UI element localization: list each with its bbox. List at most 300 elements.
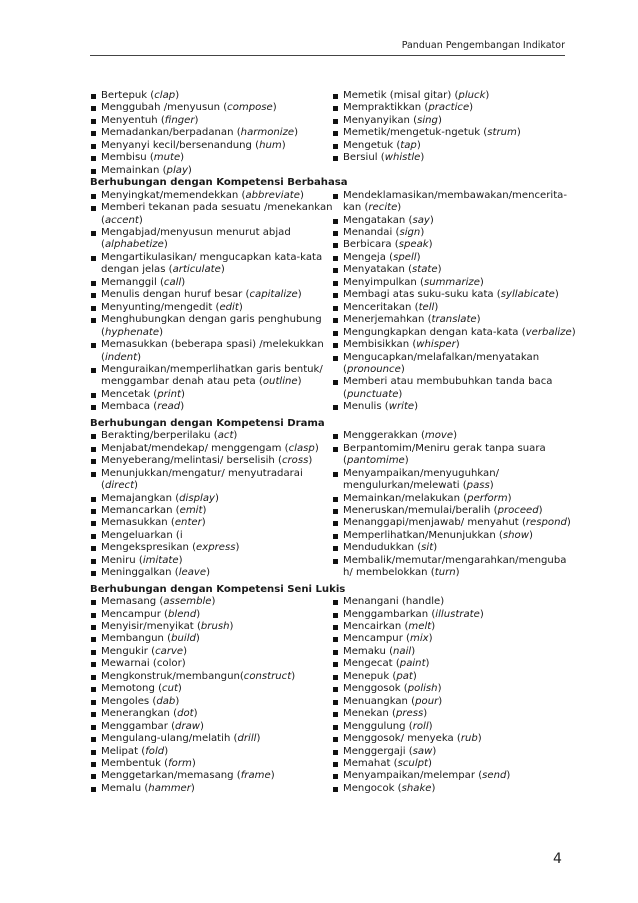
english-term: articulate <box>172 264 221 276</box>
list-item <box>332 443 566 455</box>
english-term: paint <box>399 658 426 670</box>
english-term: summarize <box>423 276 480 288</box>
text-span: Memotong ( <box>101 683 163 695</box>
text-span: ) <box>453 430 458 442</box>
list-item-continuation <box>90 239 322 251</box>
list-item <box>90 596 322 608</box>
text-span: Memancarkan ( <box>101 504 180 516</box>
text-span: ) <box>431 782 436 794</box>
list-item <box>332 289 566 301</box>
list-item <box>90 658 322 670</box>
list-item <box>332 326 576 339</box>
text-span: Menekan ( <box>343 708 396 720</box>
list-item <box>332 708 566 720</box>
list-item <box>332 721 566 733</box>
text-span: ) <box>163 239 168 251</box>
list-item-continuation <box>332 455 566 467</box>
text-span: ) <box>281 139 286 151</box>
text-span: mengulurkan/melewati ( <box>343 480 467 492</box>
text-span: ) <box>400 363 405 375</box>
text-span: Mendudukkan ( <box>343 542 422 554</box>
list-item <box>332 683 566 695</box>
english-term: press <box>395 708 424 720</box>
text-span: Menyampaikan/menyuguhkan/ <box>343 467 500 479</box>
english-term: frame <box>240 770 271 782</box>
blank-line <box>332 177 566 189</box>
text-span: ) <box>420 226 425 238</box>
list-item <box>90 721 322 733</box>
list-item <box>90 633 322 645</box>
section-heading <box>90 417 325 430</box>
text-span: Menjabat/mendekap/ menggengam ( <box>101 442 289 454</box>
text-span: Bersiul ( <box>343 152 385 164</box>
list-item <box>332 430 566 442</box>
list-item <box>90 758 322 770</box>
text-span: ( <box>101 239 105 251</box>
english-term: express <box>196 542 236 554</box>
english-term: recite <box>368 202 398 214</box>
text-span: ) <box>178 554 183 566</box>
list-item <box>332 115 566 127</box>
text-span: Memainkan ( <box>101 164 167 176</box>
text-span: Bertepuk ( <box>101 90 155 101</box>
text-span: ) <box>191 758 196 770</box>
text-span: Menggergaji ( <box>343 745 413 757</box>
list-item <box>332 239 566 251</box>
english-term: brush <box>200 621 230 633</box>
text-span: Memaku ( <box>343 645 394 657</box>
english-term: sign <box>399 226 421 238</box>
list-item-continuation <box>90 264 322 276</box>
list-item <box>332 658 566 670</box>
text-span: ) <box>229 621 234 633</box>
english-term: carve <box>155 645 184 657</box>
list-item <box>332 264 566 276</box>
text-span: Menangani (handle) <box>343 596 445 608</box>
english-term: state <box>412 264 438 276</box>
text-span: Menanggapi/menjawab/ menyahut ( <box>343 517 526 529</box>
text-span: Mengecat ( <box>343 658 400 670</box>
list-item <box>90 493 322 505</box>
english-term: harmonize <box>240 127 295 139</box>
text-span: ) <box>432 745 437 757</box>
text-span: ) <box>428 720 433 732</box>
text-span: Menggerakkan ( <box>343 430 425 442</box>
text-span: Meniru ( <box>101 554 143 566</box>
text-span: ( <box>343 363 347 375</box>
english-term: send <box>482 770 507 782</box>
english-term: perform <box>467 492 508 504</box>
english-term: rub <box>460 733 478 745</box>
english-term: drill <box>237 733 257 745</box>
english-term: tap <box>400 139 417 151</box>
list-item <box>90 567 322 579</box>
list-item <box>90 302 322 314</box>
text-span: ) <box>297 289 302 301</box>
list-item <box>90 190 322 202</box>
text-span: ) <box>180 401 185 413</box>
text-span: ) <box>476 314 481 326</box>
text-span: Mencampur ( <box>343 633 410 645</box>
text-span: ) <box>554 289 559 301</box>
list-item <box>90 364 322 376</box>
text-span: ) <box>455 339 460 351</box>
list-item <box>332 339 566 351</box>
english-term: sing <box>417 114 438 126</box>
text-span: Menepuk ( <box>343 670 397 682</box>
text-span: Membisikkan ( <box>343 339 417 351</box>
list-item <box>90 671 322 683</box>
text-span: Menyanyikan ( <box>343 114 418 126</box>
text-span: Membagi atas suku-suku kata ( <box>343 289 501 301</box>
english-term: say <box>412 214 430 226</box>
text-span: ) <box>297 376 302 388</box>
text-span: Mengabjad/menyusun menurut abjad <box>101 226 291 238</box>
list-item <box>332 783 566 795</box>
english-term: fold <box>145 745 165 757</box>
text-span: ) <box>256 733 261 745</box>
list-item-continuation <box>332 389 566 401</box>
text-span: Membalik/memutar/mengarahkan/menguba <box>343 554 567 566</box>
list-item <box>90 102 322 114</box>
list-item <box>90 289 322 301</box>
text-span: Memainkan/melakukan ( <box>343 492 468 504</box>
english-term: hammer <box>148 782 191 794</box>
text-span: Mengucapkan/melafalkan/menyatakan <box>343 351 540 363</box>
list-item-continuation <box>90 480 322 492</box>
text-span: ( <box>101 351 105 363</box>
text-span: ) <box>220 264 225 276</box>
list-item <box>90 90 322 102</box>
text-span: Mewarnai (color) <box>101 658 186 670</box>
english-term: mix <box>410 633 429 645</box>
text-span: ) <box>516 127 521 139</box>
text-span: Mengocok ( <box>343 782 402 794</box>
english-term: shake <box>401 782 432 794</box>
list-item-continuation <box>332 567 566 579</box>
list-item <box>90 314 322 326</box>
english-term: cross <box>281 455 309 467</box>
english-term: practice <box>428 102 470 114</box>
text-span: ) <box>196 608 201 620</box>
text-span: ) <box>420 152 425 164</box>
list-item <box>90 202 333 214</box>
english-term: act <box>217 430 234 442</box>
text-span: ) <box>477 733 482 745</box>
text-span: Memetik (misal gitar) ( <box>343 90 459 101</box>
list-item <box>332 314 566 326</box>
list-item <box>332 555 566 567</box>
english-term: write <box>388 401 415 413</box>
english-term: read <box>157 401 181 413</box>
text-span: ) <box>479 276 484 288</box>
text-span: Menghubungkan dengan garis penghubung <box>101 314 322 326</box>
english-term: roll <box>412 720 429 732</box>
text-span: Memperlihatkan/Menunjukkan ( <box>343 529 503 541</box>
text-span: ) <box>187 164 192 176</box>
text-span: Mencairkan ( <box>343 621 409 633</box>
right-column <box>332 90 576 795</box>
list-item <box>332 517 571 529</box>
english-term: saw <box>412 745 433 757</box>
english-term: spell <box>393 251 417 263</box>
header-divider <box>90 55 565 56</box>
english-term: form <box>168 758 192 770</box>
text-span: ( <box>101 480 105 492</box>
text-span: ) <box>455 567 460 579</box>
english-term: pantomime <box>346 455 405 467</box>
list-item-continuation <box>90 376 322 388</box>
text-span: Menulis ( <box>343 401 389 413</box>
text-span: ) <box>233 430 238 442</box>
list-item <box>332 102 566 114</box>
blank-line <box>332 418 566 430</box>
text-span: ( <box>343 455 347 467</box>
english-term: cut <box>162 683 178 695</box>
text-span: ) <box>397 202 402 214</box>
english-term: strum <box>487 127 517 139</box>
text-span: Berhubungan dengan Kompetensi Berbahasa <box>90 177 348 189</box>
text-span: menggambar denah atau peta ( <box>101 376 263 388</box>
text-span: ) <box>314 442 319 454</box>
list-item <box>332 90 566 102</box>
text-span: ) <box>398 388 403 400</box>
text-span: ) <box>194 114 199 126</box>
english-term: construct <box>243 670 292 682</box>
text-span: Menyingkat/memendekkan ( <box>101 189 246 201</box>
text-span: Memadankan/berpadanan ( <box>101 127 241 139</box>
text-span: Mengungkapkan dengan kata-kata ( <box>343 326 526 338</box>
text-span: Menggambarkan ( <box>343 608 436 620</box>
list-item <box>332 633 566 645</box>
english-term: punctuate <box>346 388 399 400</box>
text-span: h/ membelokkan ( <box>343 567 435 579</box>
list-item <box>90 733 322 745</box>
english-term: build <box>171 633 196 645</box>
text-span: ) <box>195 633 200 645</box>
text-span: ) <box>193 708 198 720</box>
list-item <box>90 455 322 467</box>
list-item <box>90 517 322 529</box>
blank-line <box>332 584 566 596</box>
text-span: ) <box>137 351 142 363</box>
text-span: Mendeklamasikan/membawakan/mencerita- <box>343 189 567 201</box>
list-item <box>90 115 322 127</box>
text-span: ) <box>180 152 185 164</box>
text-span: Mengekspresikan ( <box>101 542 197 554</box>
text-span: ) <box>428 758 432 770</box>
list-item <box>90 277 322 289</box>
text-span: ) <box>214 492 219 504</box>
text-span: ) <box>291 670 296 682</box>
text-span: ) <box>434 301 439 313</box>
list-item-continuation <box>90 352 322 364</box>
english-term: illustrate <box>435 608 480 620</box>
text-span: ) <box>485 90 490 101</box>
text-span: ) <box>428 239 433 251</box>
text-span: ) <box>272 102 277 114</box>
english-term: pluck <box>458 90 486 101</box>
list-item <box>332 621 566 633</box>
english-term: blend <box>168 608 197 620</box>
text-span: Melipat ( <box>101 745 146 757</box>
list-item <box>332 646 566 658</box>
running-header: Panduan Pengembangan Indikator <box>401 40 565 51</box>
list-item <box>332 302 566 314</box>
english-term: hum <box>259 139 282 151</box>
text-span: Menggosok/ menyeka ( <box>343 733 461 745</box>
page-number: 4 <box>553 851 562 867</box>
text-span: Berakting/berperilaku ( <box>101 430 218 442</box>
text-span: Menggubah /menyusun ( <box>101 102 228 114</box>
text-span: Mengatakan ( <box>343 214 413 226</box>
text-span: Berbicara ( <box>343 239 399 251</box>
english-term: compose <box>227 102 273 114</box>
text-span: Menyatakan ( <box>343 264 413 276</box>
text-span: Memanggil ( <box>101 276 164 288</box>
text-span: ) <box>538 504 543 516</box>
text-span: Mengukir ( <box>101 645 156 657</box>
text-span: Berhubungan dengan Kompetensi Drama <box>90 417 325 429</box>
blank-line <box>332 165 566 177</box>
text-span: Menggosok ( <box>343 683 408 695</box>
text-span: ) <box>211 596 216 608</box>
text-span: ) <box>528 529 533 541</box>
list-item <box>90 696 322 708</box>
english-term: display <box>179 492 215 504</box>
text-span: ) <box>175 695 180 707</box>
text-span: ) <box>164 745 169 757</box>
text-span: Meneruskan/memulai/beralih ( <box>343 504 498 516</box>
text-span: ) <box>425 658 430 670</box>
english-term: sculpt <box>397 758 428 770</box>
text-span: ) <box>431 621 436 633</box>
text-span: ) <box>566 517 571 529</box>
list-item <box>90 770 322 782</box>
text-span: Mengartikulasikan/ mengucapkan kata-kata <box>101 251 323 263</box>
text-span: ) <box>437 114 442 126</box>
text-span: ) <box>412 670 417 682</box>
english-term: accent <box>104 214 139 226</box>
text-span: ) <box>411 645 416 657</box>
text-span: Memberi tekanan pada sesuatu /menekankan <box>101 202 333 214</box>
english-term: indent <box>104 351 138 363</box>
list-item <box>332 468 566 480</box>
list-item <box>332 252 566 264</box>
text-span: Membisu ( <box>101 152 154 164</box>
text-span: ) <box>177 683 182 695</box>
text-span: Menggambar ( <box>101 720 176 732</box>
english-term: print <box>157 388 181 400</box>
text-span: Berpantomim/Meniru gerak tanpa suara <box>343 442 546 454</box>
english-term: edit <box>219 301 239 313</box>
english-term: pat <box>396 670 413 682</box>
english-term: turn <box>434 567 456 579</box>
section-heading <box>90 177 348 189</box>
english-term: play <box>166 164 188 176</box>
english-term: whisper <box>416 339 456 351</box>
text-span: Menuangkan ( <box>343 695 416 707</box>
text-span: Memasang ( <box>101 596 164 608</box>
english-term: call <box>163 276 182 288</box>
text-span: ) <box>200 720 204 732</box>
text-span: Menyeberang/melintasi/ berselisih ( <box>101 455 282 467</box>
list-item <box>332 152 566 164</box>
list-item <box>90 783 322 795</box>
text-span: Mengetuk ( <box>343 139 401 151</box>
text-span: ) <box>138 214 143 226</box>
text-span: ) <box>202 504 207 516</box>
list-item <box>90 152 322 164</box>
text-span: ) <box>423 708 428 720</box>
text-span: ) <box>489 480 494 492</box>
text-span: Mengkonstruk/membangun( <box>101 670 244 682</box>
text-span: Memalu ( <box>101 782 149 794</box>
english-term: leave <box>178 567 207 579</box>
english-term: capitalize <box>249 289 298 301</box>
english-term: speak <box>398 239 429 251</box>
list-item <box>332 277 566 289</box>
list-item <box>90 683 322 695</box>
text-span: Menulis dengan huruf besar ( <box>101 289 250 301</box>
english-term: tell <box>418 301 435 313</box>
text-span: ) <box>437 683 442 695</box>
text-span: kan ( <box>343 202 369 214</box>
english-term: pour <box>415 695 439 707</box>
english-term: enter <box>174 517 202 529</box>
list-item <box>90 443 322 455</box>
text-span: ) <box>190 782 195 794</box>
text-span: ) <box>238 301 243 313</box>
text-span: Memasukkan (beberapa spasi) /melekukkan <box>101 339 324 351</box>
list-item <box>90 746 322 758</box>
text-span: Mengulang-ulang/melatih ( <box>101 733 238 745</box>
text-span: Menggetarkan/memasang ( <box>101 770 241 782</box>
text-span: ) <box>404 455 409 467</box>
list-item <box>332 227 566 239</box>
list-item <box>90 468 322 480</box>
english-term: abbreviate <box>245 189 300 201</box>
text-span: ) <box>506 770 511 782</box>
text-span: ) <box>571 326 576 338</box>
text-span: Menyampaikan/melempar ( <box>343 770 483 782</box>
text-span: ( <box>101 326 105 338</box>
text-span: ) <box>416 139 421 151</box>
english-term: move <box>424 430 454 442</box>
text-span: ) <box>206 567 211 579</box>
text-span: ) <box>180 388 185 400</box>
text-span: ) <box>181 276 186 288</box>
english-term: assemble <box>163 596 212 608</box>
list-item-continuation <box>90 327 322 339</box>
text-span: ) <box>437 264 442 276</box>
text-span: Memetik/mengetuk-ngetuk ( <box>343 127 488 139</box>
text-span: ) <box>433 542 438 554</box>
english-term: mute <box>153 152 181 164</box>
english-term: show <box>502 529 529 541</box>
text-span: Mengeja ( <box>343 251 394 263</box>
list-item <box>332 758 566 770</box>
text-span: ) <box>299 189 304 201</box>
text-span: ) <box>159 326 164 338</box>
english-term: pronounce <box>346 363 401 375</box>
list-item <box>332 127 566 139</box>
list-item <box>332 493 566 505</box>
english-term: imitate <box>142 554 179 566</box>
text-span: Menceritakan ( <box>343 301 419 313</box>
text-span: ) <box>183 645 188 657</box>
text-span: ) <box>479 608 484 620</box>
